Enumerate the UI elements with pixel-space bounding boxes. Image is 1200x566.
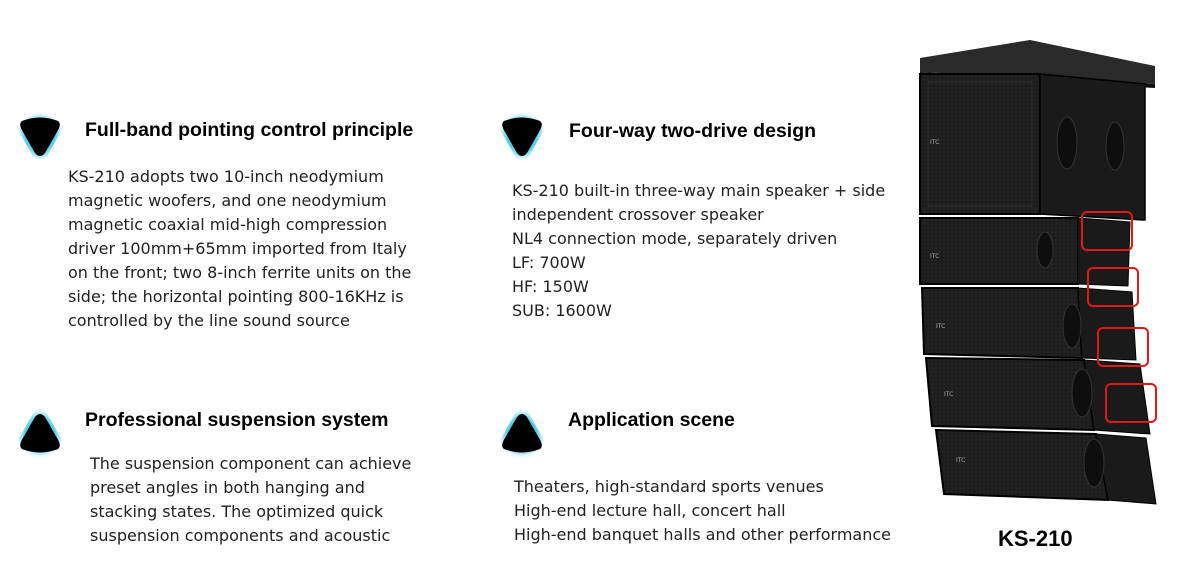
feature-title: Four-way two-drive design	[569, 120, 817, 142]
triangle-down-icon	[10, 106, 70, 166]
svg-text:ITC: ITC	[930, 139, 940, 146]
triangle-down-icon	[492, 106, 552, 166]
feature-title: Full-band pointing control principle	[85, 119, 414, 141]
svg-text:ITC: ITC	[944, 391, 954, 398]
svg-text:ITC: ITC	[930, 253, 940, 260]
feature-description: KS-210 built-in three-way main speaker + side independent crossover speaker NL4 connection mode, separately driven LF: 700W HF: 150W SUB: 1600W	[512, 181, 886, 320]
product-image	[910, 38, 1170, 508]
product-name: KS-210	[998, 526, 1073, 551]
feature-description: The suspension component can achieve preset angles in both hanging and stacking states. The optimized quick suspension components and acoustic	[90, 454, 412, 545]
feature-description: Theaters, high-standard sports venues High-end lecture hall, concert hall High-end banquet halls and other performance	[514, 477, 891, 544]
triangle-up-icon	[10, 404, 70, 464]
feature-title: Application scene	[568, 409, 735, 431]
triangle-up-icon	[492, 404, 552, 464]
svg-text:ITC: ITC	[956, 457, 966, 464]
feature-title: Professional suspension system	[85, 409, 389, 431]
feature-description: KS-210 adopts two 10-inch neodymium magnetic woofers, and one neodymium magnetic coaxial mid-high compression driver 100mm+65mm imported from Italy on the front; two 8-inch ferrite units on the side; the horizontal pointing 800-16KHz is controlled by the line sound source	[68, 167, 412, 330]
svg-text:ITC: ITC	[936, 323, 946, 330]
